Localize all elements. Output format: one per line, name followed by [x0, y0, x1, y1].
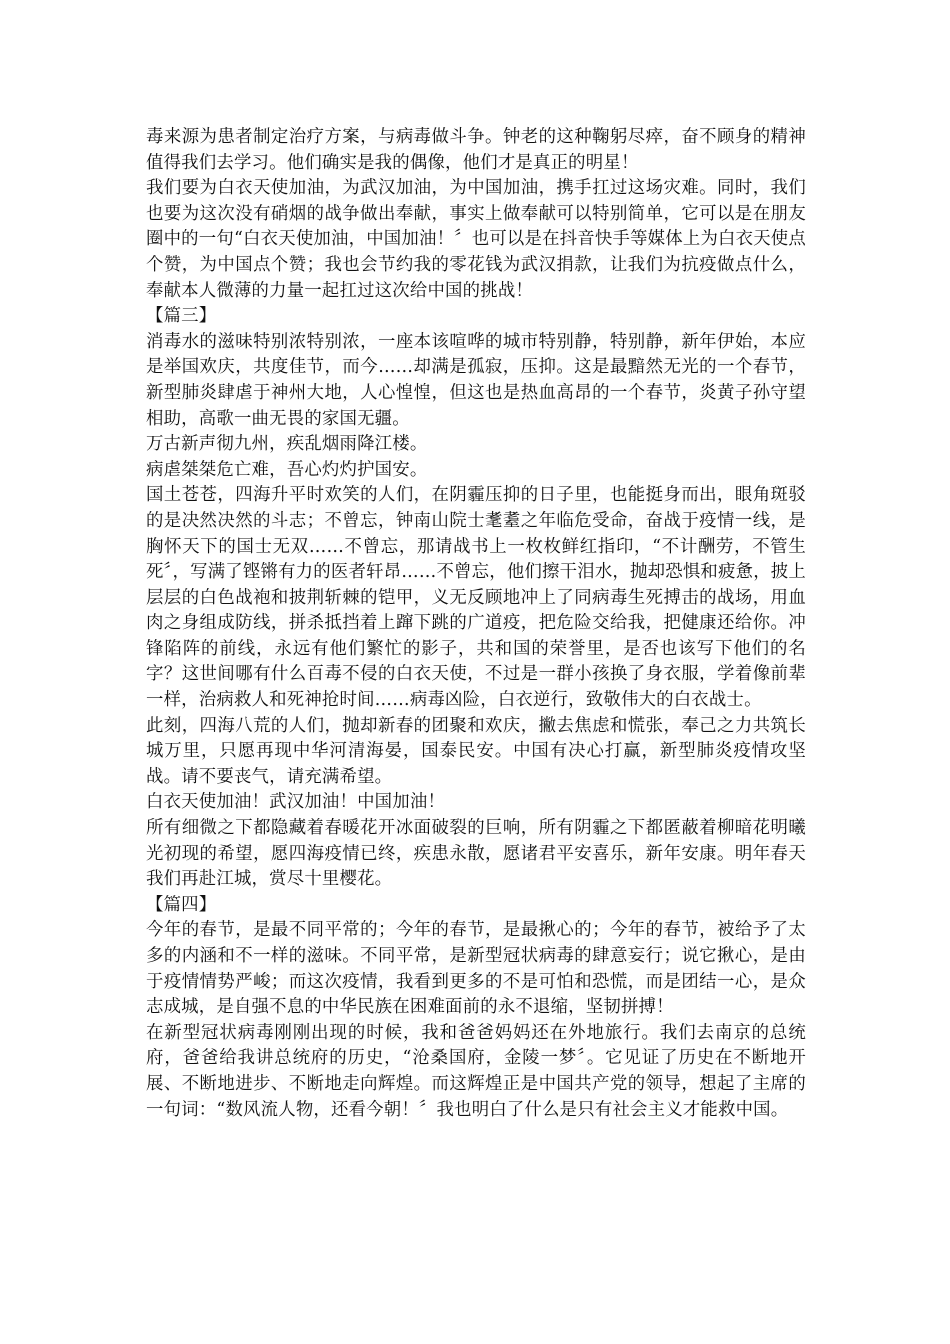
- section-heading-4: 【篇四】: [146, 894, 217, 915]
- section-heading-3: 【篇三】: [146, 306, 217, 327]
- paragraph-5: 此刻，四海八荒的人们，抛却新春的团聚和欢庆，撇去焦虑和慌张，奉己之力共筑长城万里，只愿再现中华河清海晏，国泰民安。中国有决心打赢，新型肺炎疫情攻坚战。请不要丧气，请充满希望。: [146, 715, 806, 787]
- paragraph-7: 今年的春节，是最不同平常的；今年的春节，是最揪心的；今年的春节，被给予了太多的内涵和不一样的滋味。不同平常，是新型冠状病毒的肆意妄行；说它揪心，是由于疫情情势严峻；而这次疫情，我看到更多的不是可怕和恐慌，而是团结一心，是众志成城，是自强不息的中华民族在困难面前的永不退缩，坚韧拼搏！: [146, 920, 806, 1018]
- document-page: [146, 125, 806, 1123]
- paragraph-3: 消毒水的滋味特别浓特别浓，一座本该喧哗的城市特别静，特别静，新年伊始，本应是举国欢庆，共度佳节，而今……却满是孤寂，压抑。这是最黯然无光的一个春节，新型肺炎肆虐于神州大地，人心惶惶，但这也是热血高昂的一个春节，炎黄子孙守望相助，高歌一曲无畏的家国无疆。: [146, 331, 806, 429]
- poem-line-1: 万古新声彻九州，疾乱烟雨降江楼。: [146, 434, 428, 455]
- paragraph-1: 毒来源为患者制定治疗方案，与病毒做斗争。钟老的这种鞠躬尽瘁，奋不顾身的精神值得我们去学习。他们确实是我的偶像，他们才是真正的明星！: [146, 127, 806, 173]
- paragraph-8: 在新型冠状病毒刚刚出现的时候，我和爸爸妈妈还在外地旅行。我们去南京的总统府，爸爸给我讲总统府的历史，“沧桑国府，金陵一梦〞。它见证了历史在不断地开展、不断地进步、不断地走向辉煌。而这辉煌正是中国共产党的领导，想起了主席的一句词：“数风流人物，还看今朝！〞我也明白了什么是只有社会主义才能救中国。: [146, 1022, 806, 1120]
- paragraph-4: 国土苍苍，四海升平时欢笑的人们，在阴霾压抑的日子里，也能挺身而出，眼角斑驳的是决然决然的斗志；不曾忘，钟南山院士耄耋之年临危受命，奋战于疫情一线，是胸怀天下的国士无双……不曾忘，那请战书上一枚枚鲜红指印，“不计酬劳，不管生死〞，写满了铿锵有力的医者轩昂……不曾忘，他们擦干泪水，抛却恐惧和疲惫，披上层层的白色战袍和披荆斩棘的铠甲，义无反顾地冲上了同病毒生死搏击的战场，用血肉之身组成防线，拼杀抵挡着上蹿下跳的广道疫，把危险交给我，把健康还给你。冲锋陷阵的前线，永远有他们繁忙的影子，共和国的荣誉里，是否也该写下他们的名字？这世间哪有什么百毒不侵的白衣天使，不过是一群小孩换了身衣服，学着像前辈一样，治病救人和死神抢时间……病毒凶险，白衣逆行，致敬伟大的白衣战士。: [146, 485, 806, 711]
- paragraph-6: 所有细微之下都隐藏着春暖花开冰面破裂的巨响，所有阴霾之下都匿蔽着柳暗花明曦光初现的希望，愿四海疫情已终，疾患永散，愿诸君平安喜乐，新年安康。明年春天我们再赴江城，赏尽十里樱花。: [146, 818, 806, 890]
- poem-line-2: 病虐桀桀危亡难，吾心灼灼护国安。: [146, 459, 428, 480]
- slogan-line: 白衣天使加油！武汉加油！中国加油！: [146, 792, 446, 813]
- paragraph-2: 我们要为白衣天使加油，为武汉加油，为中国加油，携手扛过这场灾难。同时，我们也要为这次没有硝烟的战争做出奉献，事实上做奉献可以特别简单，它可以是在朋友圈中的一句“白衣天使加油，中国加油！〞也可以是在抖音快手等媒体上为白衣天使点个赞，为中国点个赞；我也会节约我的零花钱为武汉捐款，让我们为抗疫做点什么，奉献本人微薄的力量一起扛过这次给中国的挑战！: [146, 178, 806, 301]
